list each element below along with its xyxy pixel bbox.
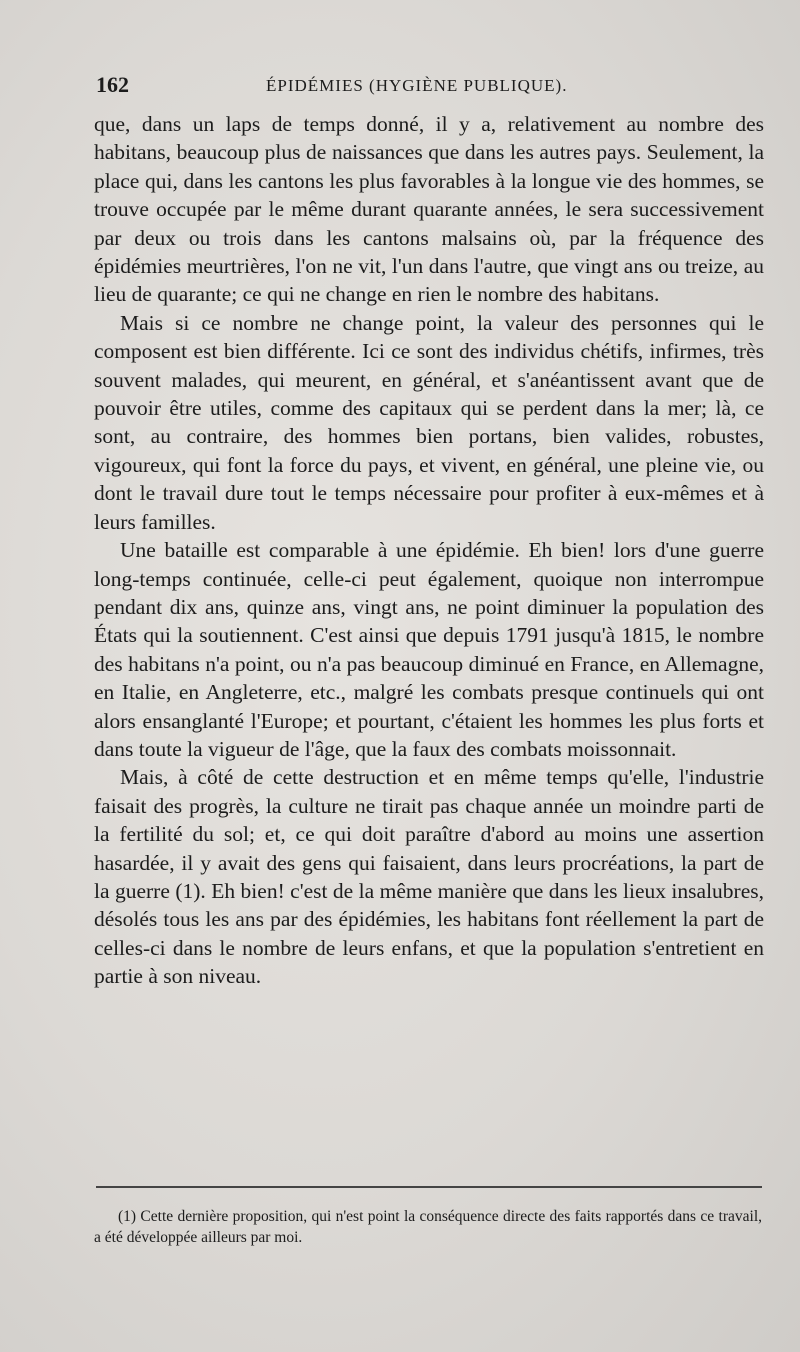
page-header [96,72,766,102]
running-title: ÉPIDÉMIES (HYGIÈNE PUBLIQUE). [266,76,568,95]
footnote-text: (1) Cette dernière proposition, qui n'est point la conséquence directe des faits rapportés dans ce travail, a été développée ailleurs par moi. [94,1208,762,1246]
paragraph: Une bataille est comparable à une épidémie. Eh bien! lors d'une guerre long-temps continuée, celle-ci peut également, quoique non interrompue pendant dix ans, quinze ans, vingt ans, ne point diminuer la population des États qui la soutiennent. C'est ainsi que depuis 1791 jusqu'à 1815, le nombre des habitans n'a point, ou n'a pas beaucoup diminué en France, en Allemagne, en Italie, en Angleterre, etc., malgré les combats presque continuels qui ont alors ensanglanté l'Europe; et pourtant, c'étaient les hommes les plus forts et dans toute la vigueur de l'âge, que la faux des combats moissonnait. [94,538,764,761]
paragraph: Mais si ce nombre ne change point, la valeur des personnes qui le composent est bien différente. Ici ce sont des individus chétifs, infirmes, très souvent malades, qui meurent, en général, et s'anéantissent avant que de pouvoir être utiles, comme des capitaux qui se perdent dans la mer; là, ce sont, au contraire, des hommes bien portans, bien valides, robustes, vigoureux, qui font la force du pays, et vivent, en général, une pleine vie, ou dont le travail dure tout le temps nécessaire pour profiter à eux-mêmes et à leurs familles. [94,310,764,534]
main-text [94,110,764,991]
footnote-divider [96,1186,762,1188]
paragraph: que, dans un laps de temps donné, il y a, relativement au nombre des habitans, beaucoup plus de naissances que dans les autres pays. Seulement, la place qui, dans les cantons les plus favorables à la longue vie des hommes, se trouve occupée par le même durant quarante années, le sera successivement par deux ou trois dans les cantons malsains où, par la fréquence des épidémies meurtrières, l'on ne vit, l'un dans l'autre, que vingt ans ou treize, au lieu de quarante; ce qui ne change en rien le nombre des habitans. [94,112,764,307]
footnote [94,1206,762,1248]
paragraph: Mais, à côté de cette destruction et en même temps qu'elle, l'industrie faisait des progrès, la culture ne tirait pas chaque année un moindre parti de la fertilité du sol; et, ce qui doit paraître d'abord au moins une assertion hasardée, il y avait des gens qui faisaient, dans leurs procréations, la part de la guerre (1). Eh bien! c'est de la même manière que dans les lieux insalubres, désolés tous les ans par des épidémies, les habitans font réellement la part de celles-ci dans le nombre de leurs enfans, et que la population s'entretient en partie à son niveau. [94,765,764,989]
page-number: 162 [96,72,129,97]
